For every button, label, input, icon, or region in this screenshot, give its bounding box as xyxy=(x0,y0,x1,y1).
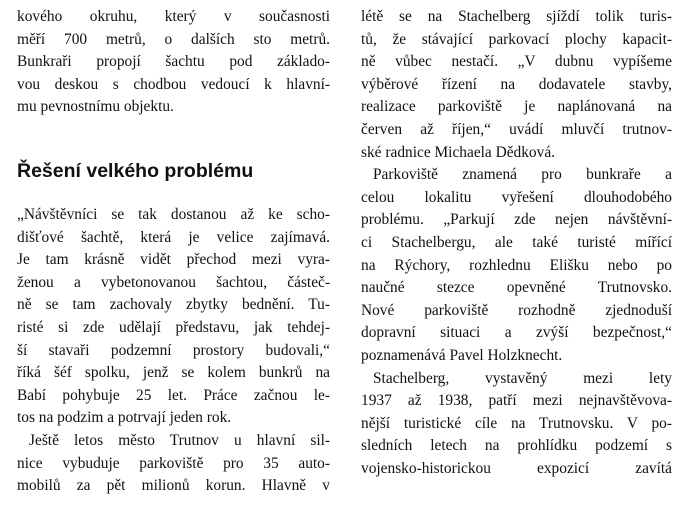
parking-paragraph xyxy=(17,430,330,498)
text-line: říká šéf spolku, jenž se kolem bunkrů na xyxy=(17,364,330,382)
text-line: Parkoviště znamená pro bunkraře a xyxy=(373,166,672,184)
text-line: naučné stezce opevněné Trutnovsko. xyxy=(361,279,672,297)
text-line: vou deskou s chodbou vedoucí k hlavní- xyxy=(17,75,330,93)
text-line: ší stavaři podzemní prostory budovali,“ xyxy=(17,341,330,359)
text-line: výběrové řízení na dodavatele stavby, xyxy=(361,75,672,93)
text-line: ženou a vybetonovanou šachtou, částeč- xyxy=(17,273,330,291)
text-line: tů, že stávající parkovací plochy kapacit- xyxy=(361,30,672,48)
text-line: Babí pohybuje 25 let. Práce začnou le- xyxy=(17,386,330,404)
text-line: Je tam krásně vidět přechod mezi vyra- xyxy=(17,251,330,269)
left-bottom-column xyxy=(17,204,330,498)
text-line: poznamenává Pavel Holzknecht. xyxy=(361,346,563,364)
text-line: měří 700 metrů, o dalších sto metrů. xyxy=(17,30,330,48)
right-paragraph-1 xyxy=(361,6,672,164)
text-line: červen až říjen,“ uvádí mluvčí trutnov- xyxy=(361,120,672,138)
right-paragraph-3 xyxy=(361,368,672,481)
text-line: na Rýchory, rozhlednu Elišku nebo po xyxy=(361,256,672,274)
text-line: dišťové šachtě, která je velice zajímavá. xyxy=(17,228,330,246)
text-line: Bunkraři propojí šachtu pod základo- xyxy=(17,53,330,71)
text-line: risté si zde udělají představu, jak tehdej- xyxy=(17,318,330,336)
text-line: nější turistické cíle na Trutnovsku. V po- xyxy=(361,414,672,432)
text-line: mu pevnostnímu objektu. xyxy=(17,98,174,116)
text-line: Ještě letos město Trutnov u hlavní sil- xyxy=(29,431,330,449)
section-heading: Řešení velkého problému xyxy=(17,160,254,182)
text-line: vojensko-historickou expozicí zavítá xyxy=(361,459,672,477)
text-line: Nové parkoviště rozhodně zjednoduší xyxy=(361,301,672,319)
text-line: létě se na Stachelberg sjíždí tolik turis- xyxy=(361,8,672,25)
text-line: dopravní situaci a zvýší bezpečnost,“ xyxy=(361,324,672,342)
text-line: ně se tam zachovaly zbytky bednění. Tu- xyxy=(17,296,330,314)
right-column xyxy=(361,6,672,480)
text-line: ně vůbec nestačí. „V dubnu vypíšeme xyxy=(361,53,672,71)
quote-paragraph xyxy=(17,204,330,430)
text-line: sledních letech na prohlídku podzemí s xyxy=(361,437,672,455)
text-line: realizace parkoviště je naplánovaná na xyxy=(361,98,672,116)
text-line: Stachelberg, vystavěný mezi lety xyxy=(373,369,672,387)
text-line: ci Stachelbergu, ale také turisté mířící xyxy=(361,233,672,251)
text-line: kového okruhu, který v současnosti xyxy=(17,8,330,25)
text-line: tos na podzim a potrvají jeden rok. xyxy=(17,409,232,427)
right-paragraph-2 xyxy=(361,164,672,367)
text-line: „Návštěvníci se tak dostanou až ke scho- xyxy=(17,206,330,223)
text-line: mobilů za pět milionů korun. Hlavně v xyxy=(17,477,330,495)
text-line: ské radnice Michaela Dědková. xyxy=(361,143,556,161)
text-line: problému. „Parkují zde nejen návštěvní- xyxy=(361,211,672,229)
left-top-paragraph xyxy=(17,6,330,119)
text-line: celou lokalitu vyřešení dlouhodobého xyxy=(361,188,672,206)
text-line: nice vybuduje parkoviště pro 35 auto- xyxy=(17,454,330,472)
text-line: 1937 až 1938, patří mezi nejnavštěvova- xyxy=(361,392,672,410)
left-column xyxy=(17,6,330,119)
